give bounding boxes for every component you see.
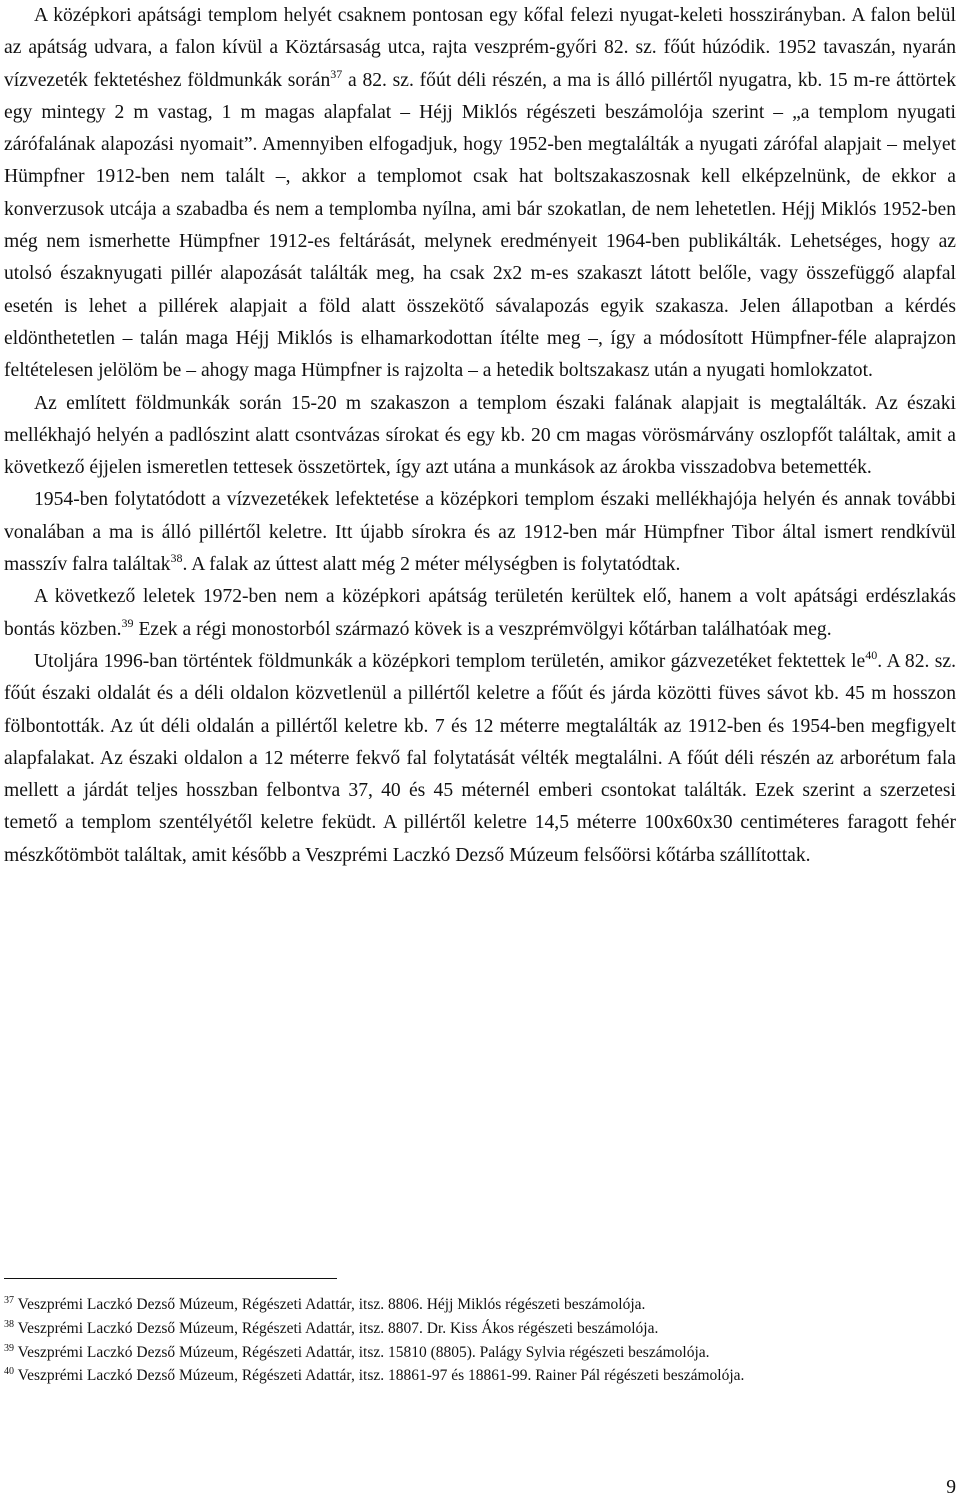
- paragraph-1-text-a: A középkori apátsági templom helyét csaknem pontosan egy kőfal felezi nyugat-keleti hosszirányban. A falon belül az apátság udvara, a falon kívül a Köztársaság utca, rajta veszprém-győri 82. sz. főút húzódik. 1952 tavaszán, nyarán vízvezeték fektetéshez földmunkák során: [4, 5, 956, 91]
- paragraph-4: [4, 581, 956, 646]
- paragraph-5-text-b: . A 82. sz. főút északi oldalát és a déli oldalon közvetlenül a pillértől keletre a főút és járda közötti füves sávot kb. 45 m hosszon fölbontották. Az út déli oldalán a pillértől keletre kb. 7 és 12 méterre megtalálták az 1912-ben és 1954-ben megfigyelt alapfalakat. Az északi oldalon a 12 méterre fekvő fal folytatását vélték megtalálni. A főút déli részén az arborétum fala mellett a járdát teljes hosszban felbontva 37, 40 és 45 méternél emberi csontokat találták. Ezek szerint a szerzetesi temető a templom szentélyétől keletre feküdt. A pillértől keletre 14,5 méterre 100x60x30 centiméteres faragott fehér mészkőtömböt találtak, amit később a Veszprémi Laczkó Dezső Múzeum felsőörsi kőtárba szállítottak.: [4, 650, 957, 866]
- footnotes: [4, 1293, 956, 1388]
- paragraph-1: [4, 0, 956, 388]
- footnote-39: [4, 1341, 956, 1365]
- paragraph-3-text-a: 1954-ben folytatódott a vízvezetékek lefektetése a középkori templom északi mellékhajója helyén és annak további vonalában a ma is álló pillértől keletre. Itt újabb sírokra és az 1912-ben már Hümpfner Tibor által ismert rendkívül masszív falra találtak: [4, 489, 956, 576]
- footnote-38: [4, 1317, 956, 1341]
- paragraph-3: [4, 484, 956, 581]
- paragraph-4-text-a: A következő leletek 1972-ben nem a középkori apátság területén kerültek elő, hanem a volt apátsági erdészlakás bontás közben.: [4, 586, 956, 640]
- footnote-text: Veszprémi Laczkó Dezső Múzeum, Régészeti Adattár, itsz. 8806. Héjj Miklós régészeti beszámolója.: [14, 1296, 646, 1313]
- footnote-separator: [4, 1278, 337, 1279]
- paragraph-5: [4, 646, 956, 872]
- footnote-ref-39[interactable]: 39: [121, 615, 134, 630]
- footnote-40: [4, 1364, 956, 1388]
- paragraph-5-text-a: Utoljára 1996-ban történtek földmunkák a középkori templom területén, amikor gázvezetéket fektettek le: [34, 650, 866, 672]
- footnote-text: Veszprémi Laczkó Dezső Múzeum, Régészeti Adattár, itsz. 15810 (8805). Palágy Sylvia régészeti beszámolója.: [14, 1343, 710, 1361]
- footnote-ref-37[interactable]: 37: [330, 66, 343, 81]
- footnote-number: 38: [4, 1318, 14, 1330]
- footnote-text: Veszprémi Laczkó Dezső Múzeum, Régészeti Adattár, itsz. 18861-97 és 18861-99. Rainer Pál régészeti beszámolója.: [14, 1367, 745, 1385]
- body-text: [4, 0, 956, 872]
- footnote-number: 39: [4, 1342, 14, 1354]
- footnote-ref-38[interactable]: 38: [170, 551, 183, 566]
- footnote-text: Veszprémi Laczkó Dezső Múzeum, Régészeti Adattár, itsz. 8807. Dr. Kiss Ákos régészeti beszámolója.: [14, 1319, 659, 1337]
- footnote-number: 40: [4, 1366, 14, 1378]
- paragraph-3-text-b: . A falak az úttest alatt még 2 méter mélységben is folytatódtak.: [182, 554, 681, 576]
- paragraph-2: Az említett földmunkák során 15-20 m szakaszon a templom északi falának alapjait is megtalálták. Az északi mellékhajó helyén a padlószint alatt csontvázas sírokat és egy kb. 20 cm magas vörösmárvány oszlopfőt találtak, amit a következő éjjelen ismeretlen tettesek összetörtek, így azt utána a munkások az árokba visszadobva betemették.: [4, 392, 956, 479]
- footnote-ref-40[interactable]: 40: [865, 647, 878, 662]
- footnote-37: [4, 1293, 956, 1317]
- page-number: 9: [946, 1477, 956, 1498]
- footnote-number: 37: [4, 1295, 14, 1306]
- paragraph-1-text-b: a 82. sz. főút déli részén, a ma is álló pillértől nyugatra, kb. 15 m-re áttörtek egy mintegy 2 m vastag, 1 m magas alapfalat – Héjj Miklós régészeti beszámolója szerint – „a templom nyugati zárófalának alapozási nyomait”. Amennyiben elfogadjuk, hogy 1952-ben megtalálták a nyugati zárófal alapjait – melyet Hümpfner 1912-ben nem talált –, akkor a templomot csak hat boltszakaszosnak kell elképzelnünk, de ekkor a konverzusok utcája a szabadba és nem a templomba nyílna, ami bár szokatlan, de nem lehetetlen. Héjj Miklós 1952-ben még nem ismerhette Hümpfner 1912-es feltárását, melynek eredményeit 1964-ben publikálták. Lehetséges, hogy az utolsó északnyugati pillér alapozását találták meg, ha csak 2x2 m-es szakaszt látott belőle, vagy összefüggő alapfal esetén is lehet a pillérek alapjait a föld alatt összekötő sávalapozás egyik szakasza. Jelen állapotban a kérdés eldönthetetlen – talán maga Héjj Miklós is elhamarkodottan ítélte meg –, így a módosított Hümpfner-féle alaprajzon feltételesen jelölöm be – ahogy maga Hümpfner is rajzolta – a hetedik boltszakasz után a nyugati homlokzatot.: [4, 69, 956, 382]
- paragraph-4-text-b: Ezek a régi monostorból származó kövek is a veszprémvölgyi kőtárban találhatóak meg.: [133, 618, 832, 640]
